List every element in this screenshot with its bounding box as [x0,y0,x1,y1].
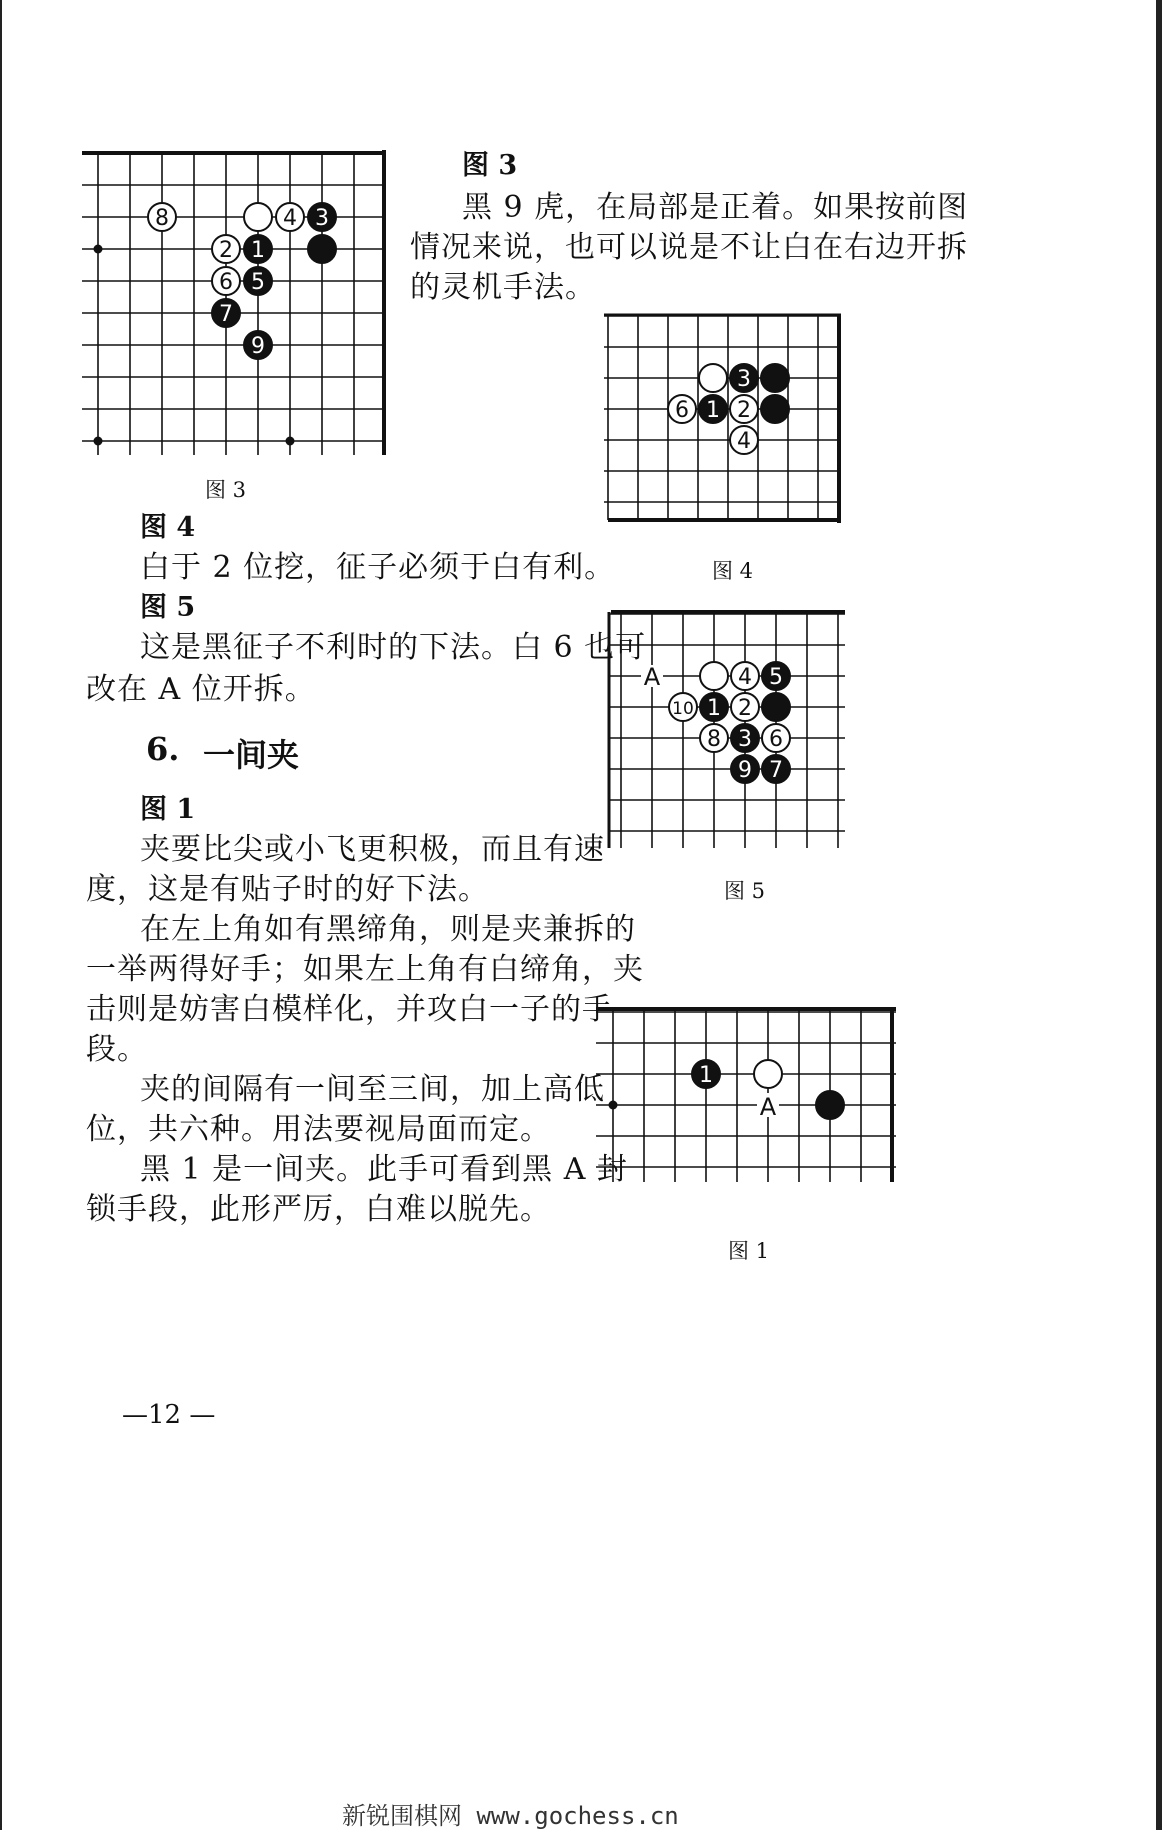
website-footer: 新锐围棋网 www.gochess.cn [342,1802,679,1830]
stone-move-number: 1 [706,398,720,423]
stone-move-number: 6 [219,270,233,295]
stone-move-number: 9 [738,758,752,783]
stone-move-number: 5 [251,270,265,295]
stone-move-number: 2 [219,238,233,263]
black-stone [762,693,790,721]
white-stone [244,203,272,231]
stone-move-number: 3 [737,367,751,392]
stone-move-number: 7 [219,302,233,327]
fig1-para4-line-2: 锁手段，此形严厉，白难以脱先。 [86,1192,551,1227]
black-stone [761,395,789,423]
stone-move-number: 1 [707,696,721,721]
fig1-para2-line-2: 一举两得好手；如果左上角有白缔角，夹 [86,952,644,987]
black-stone [761,364,789,392]
white-stone [754,1060,782,1088]
page-number: —12 — [122,1400,216,1430]
go-diagram-fig3 [82,150,392,455]
black-stone [816,1091,844,1119]
stone-move-number: 1 [251,238,265,263]
fig5-marker-label: A [643,663,661,691]
fig1-para2-line-3: 击则是妨害白模样化，并攻白一子的手 [86,992,613,1027]
stone-move-number: 4 [737,429,751,454]
stone-move-number: 10 [672,699,694,719]
fig3-heading: 图 3 [462,150,518,181]
fig5-text-line-2: 改在 A 位开拆。 [86,672,316,707]
fig5-heading: 图 5 [140,592,196,623]
stone-move-number: 2 [738,696,752,721]
fig3-caption: 图 3 [205,478,247,502]
stone-move-number: 4 [738,665,752,690]
stone-move-number: 7 [769,758,783,783]
fig4-caption: 图 4 [712,559,754,583]
fig1-para3-line-1: 夹的间隔有一间至三间，加上高低 [140,1072,605,1107]
fig1-marker-label: A [759,1093,777,1121]
fig3-text-line-2: 情况来说，也可以说是不让白在右边开拆 [410,230,968,265]
stone-move-number: 8 [707,727,721,752]
fig1-para4-line-1: 黑 1 是一间夹。此手可看到黑 A 封 [140,1152,628,1187]
fig3-text-line-1: 黑 9 虎，在局部是正着。如果按前图 [462,190,969,225]
fig1-para3-line-2: 位，共六种。用法要视局面而定。 [86,1112,551,1147]
stone-move-number: 5 [769,665,783,690]
fig1-para2-line-1: 在左上角如有黑缔角，则是夹兼拆的 [140,912,636,947]
fig1-heading: 图 1 [140,794,196,825]
white-stone [700,662,728,690]
section-number: 6. [146,730,180,768]
black-stone [308,235,336,263]
stone-move-number: 3 [738,727,752,752]
stone-move-number: 3 [315,206,329,231]
stone-move-number: 4 [283,206,297,231]
stone-move-number: 1 [699,1063,713,1088]
stone-move-number: 6 [769,727,783,752]
fig1-caption: 图 1 [728,1239,770,1263]
fig4-heading: 图 4 [140,512,196,543]
fig1-para1-line-1: 夹要比尖或小飞更积极，而且有速 [140,832,605,867]
stone-move-number: 6 [675,398,689,423]
stone-move-number: 2 [737,398,751,423]
fig5-text-line-1: 这是黑征子不利时的下法。白 6 也可 [140,630,647,665]
fig1-para2-line-4: 段。 [86,1032,148,1067]
stone-move-number: 8 [155,206,169,231]
go-diagram-fig1 [596,1004,901,1184]
fig5-caption: 图 5 [724,879,766,903]
fig1-para1-line-2: 度，这是有贴子时的好下法。 [86,872,489,907]
go-diagram-fig4 [604,310,844,525]
fig4-text: 白于 2 位挖，征子必须于白有利。 [140,550,616,585]
white-stone [699,364,727,392]
section-title: 一间夹 [203,736,300,774]
stone-move-number: 9 [251,334,265,359]
fig3-text-line-3: 的灵机手法。 [410,270,596,305]
